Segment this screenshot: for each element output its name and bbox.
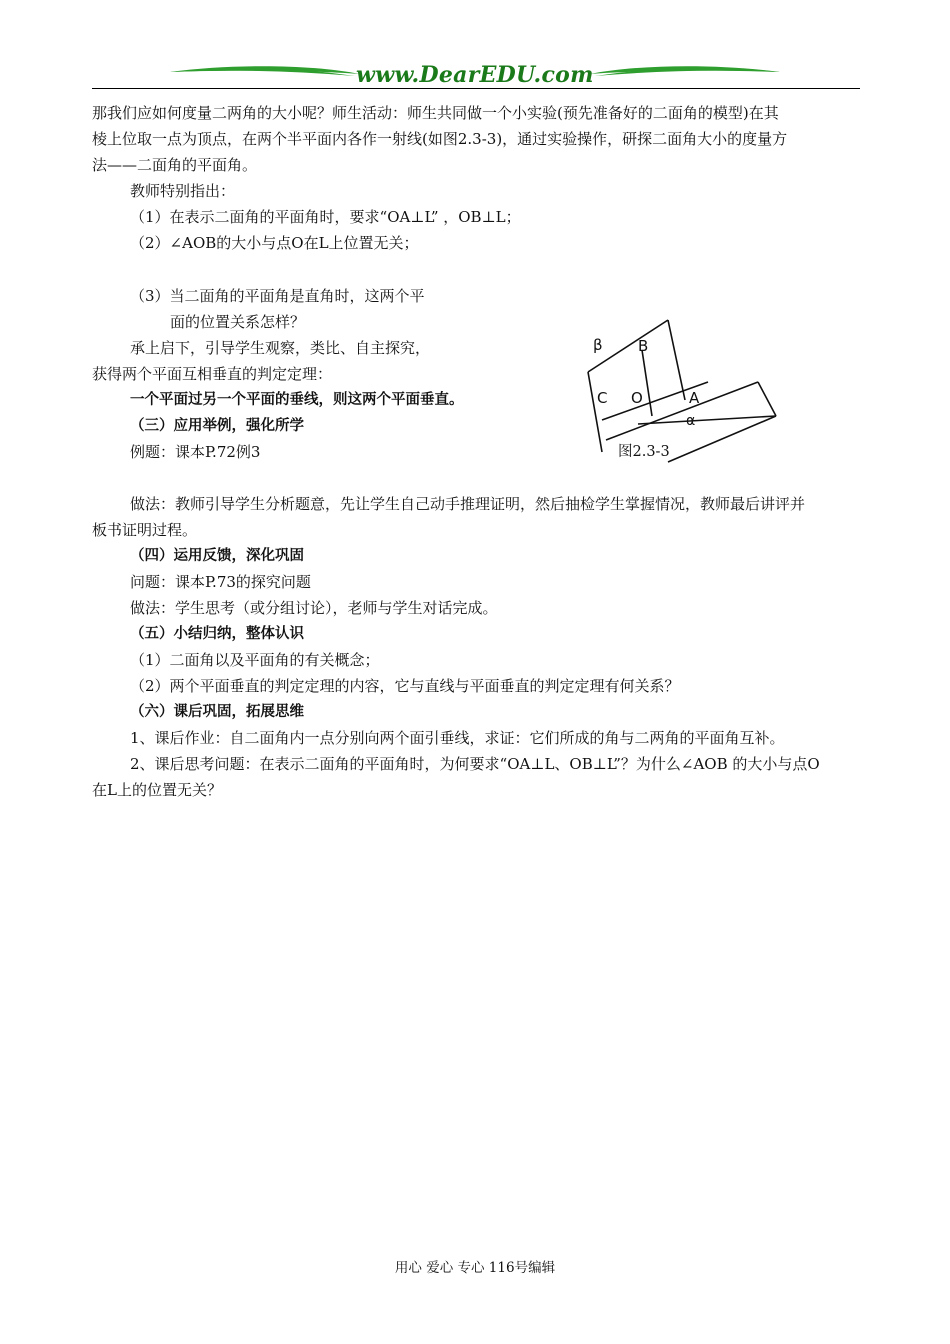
section-heading-6: （六）课后巩固，拓展思维 — [130, 704, 304, 720]
para-guide-line-1: 承上启下，引导学生观察，类比、自主探究， — [130, 339, 431, 357]
note-item-2: （2）∠AOB的大小与点O在L上位置无关； — [130, 234, 419, 252]
note-item-3-line-1: （3）当二面角的平面角是直角时，这两个平 — [130, 287, 425, 305]
homework-item-2-line-1: 2、课后思考问题：在表示二面角的平面角时，为何要求“OA⊥L、OB⊥L”？为什么∠AOB 的大小与点O — [130, 755, 820, 773]
fig-plane-alpha-bottom — [668, 416, 776, 462]
method-line: 做法：学生思考（或分组讨论），老师与学生对话完成。 — [130, 599, 498, 617]
fig-label-c: C — [597, 389, 608, 407]
fig-label-o: O — [631, 389, 643, 407]
para-1-line-1: 那我们应如何度量二两角的大小呢？师生活动：师生共同做一个小实验(预先准备好的二面角的模型)在其 — [92, 104, 779, 122]
section-heading-4: （四）运用反馈，深化巩固 — [130, 548, 304, 564]
homework-item-2-line-2: 在L上的位置无关？ — [92, 781, 222, 799]
section-heading-3: （三）应用举例，强化所学 — [130, 418, 304, 434]
fig-label-beta: β — [593, 336, 603, 354]
fig-label-a: A — [689, 389, 700, 407]
fig-plane-beta-left-edge — [588, 372, 602, 452]
header-logo-text: www.DearEDU.com — [356, 62, 594, 88]
fig-line-ob — [642, 350, 652, 416]
fig-label-alpha: α — [686, 413, 696, 429]
note-item-1: （1）在表示二面角的平面角时，要求“OA⊥L” ，OB⊥L； — [130, 208, 521, 226]
para-1-line-3: 法——二面角的平面角。 — [92, 156, 258, 174]
note-item-3-line-2: 面的位置关系怎样？ — [170, 313, 306, 331]
page-footer: 用心 爱心 专心 116号编辑 — [394, 1260, 556, 1276]
summary-item-1: （1）二面角以及平面角的有关概念； — [130, 651, 380, 669]
fig-caption: 图2.3-3 — [618, 444, 670, 460]
para-1-line-2: 棱上位取一点为顶点，在两个半平面内各作一射线(如图2.3-3)，通过实验操作，研探二面角大小的度量方 — [92, 130, 788, 148]
header-rule — [92, 88, 860, 89]
fig-plane-beta-right-edge — [668, 320, 685, 400]
summary-item-2: （2）两个平面垂直的判定定理的内容，它与直线与平面垂直的判定定理有何关系？ — [130, 677, 680, 695]
fig-label-b: B — [638, 337, 649, 355]
theorem-statement: 一个平面过另一个平面的垂线，则这两个平面垂直。 — [130, 392, 464, 408]
example-line: 例题：课本P.72例3 — [130, 443, 261, 461]
homework-item-1: 1、课后作业：自二面角内一点分别向两个面引垂线，求证：它们所成的角与二两角的平面角互补。 — [130, 729, 785, 747]
fig-plane-alpha-right — [758, 382, 776, 416]
para-method-line-2: 板书证明过程。 — [92, 521, 198, 539]
teacher-note-heading: 教师特别指出： — [130, 182, 236, 200]
section-heading-5: （五）小结归纳，整体认识 — [130, 626, 304, 642]
para-guide-line-2: 获得两个平面互相垂直的判定定理： — [92, 365, 333, 383]
question-line: 问题：课本P.73的探究问题 — [130, 573, 311, 591]
para-method-line-1: 做法：教师引导学生分析题意，先让学生自己动手推理证明，然后抽检学生掌握情况，教师最后讲评并 — [130, 495, 806, 513]
dihedral-angle-figure — [580, 312, 790, 472]
